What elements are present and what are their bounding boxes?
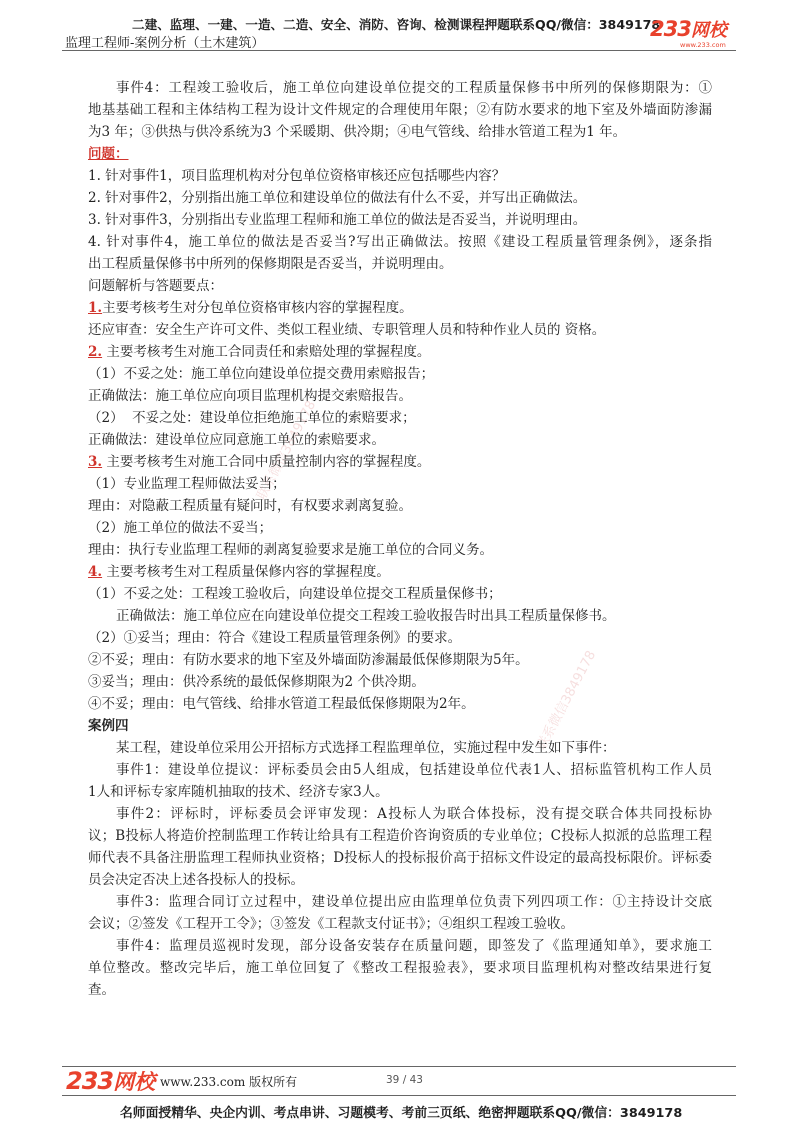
case-line: 事件2：评标时，评标委员会评审发现：A投标人为联合体投标，没有提交联合体共同投标协 bbox=[116, 806, 712, 822]
document-body bbox=[88, 77, 712, 1001]
case-line: 1人和评标专家库随机抽取的技术、经济专家3人。 bbox=[88, 784, 389, 800]
analysis-line: ③妥当；理由：供冷系统的最低保修期限为2 个供冷期。 bbox=[88, 674, 425, 690]
analysis-line: （2） 不妥之处：建设单位拒绝施工单位的索赔要求； bbox=[88, 410, 416, 426]
analysis-marker: 3. bbox=[88, 454, 103, 470]
case-line: 会议；②签发《工程开工令》；③签发《工程款支付证书》；④组织工程竣工验收。 bbox=[88, 916, 574, 932]
case-line: 员会决定否决上述各投标人的投标。 bbox=[88, 872, 304, 888]
case-line: 查。 bbox=[88, 982, 115, 998]
case-line: 事件1：建设单位提议：评标委员会由5人组成，包括建设单位代表1人、招标监管机构工作人员 bbox=[116, 762, 712, 778]
footer-bottom-divider bbox=[62, 1095, 736, 1096]
analysis-line: 理由：执行专业监理工程师的剥离复验要求是施工单位的合同义务。 bbox=[88, 542, 493, 558]
footer-promo-text: 名师面授精华、央企内训、考点串讲、习题模考、考前三页纸、绝密押题联系QQ/微信：3849178 bbox=[120, 1106, 683, 1121]
footer-copyright: www.233.com 版权所有 bbox=[160, 1075, 298, 1089]
page-number: 39 / 43 bbox=[386, 1074, 423, 1086]
analysis-line: （1）不妥之处：工程竣工验收后，向建设单位提交工程质量保修书； bbox=[88, 586, 502, 602]
header-subject: 监理工程师-案例分析（土木建筑） bbox=[65, 36, 265, 51]
analysis-4-title-row bbox=[88, 561, 712, 583]
analysis-marker: 4. bbox=[88, 564, 103, 580]
analysis-line: （2）①妥当；理由：符合《建设工程质量管理条例》的要求。 bbox=[88, 630, 462, 646]
question-item: 4. 针对事件4，施工单位的做法是否妥当?写出正确做法。按照《建设工程质量管理条例》，逐条指 bbox=[88, 234, 712, 250]
footer-logo-number: 233 bbox=[66, 1067, 114, 1095]
case-line: 议；B投标人将造价控制监理工作转让给具有工程造价咨询资质的专业单位；C投标人拟派的总监理工程 bbox=[88, 828, 712, 844]
event4-line: 事件4：工程竣工验收后，施工单位向建设单位提交的工程质量保修书中所列的保修期限为：① bbox=[116, 80, 712, 96]
brand-logo-site: www.233.com bbox=[680, 41, 726, 49]
analysis-title: 主要考核考生对施工合同责任和索赔处理的掌握程度。 bbox=[102, 344, 431, 360]
question-item: 1. 针对事件1，项目监理机构对分包单位资格审核还应包括哪些内容？ bbox=[88, 168, 506, 184]
analysis-line: 还应审查：安全生产许可文件、类似工程业绩、专职管理人员和特种作业人员的 资格。 bbox=[88, 322, 606, 338]
analysis-title: 主要考核考生对工程质量保修内容的掌握程度。 bbox=[102, 564, 390, 580]
question-item: 出工程质量保修书中所列的保修期限是否妥当，并说明理由。 bbox=[88, 256, 453, 272]
footer-logo-name: 网校 bbox=[113, 1070, 156, 1094]
analysis-title: 主要考核考生对施工合同中质量控制内容的掌握程度。 bbox=[102, 454, 431, 470]
analysis-heading: 问题解析与答题要点： bbox=[88, 278, 223, 294]
analysis-line: （1）专业监理工程师做法妥当； bbox=[88, 476, 286, 492]
analysis-line: 正确做法：建设单位应同意施工单位的索赔要求。 bbox=[88, 432, 385, 448]
case-line: 某工程，建设单位采用公开招标方式选择工程监理单位，实施过程中发生如下事件： bbox=[116, 740, 616, 756]
brand-logo-name: 网校 bbox=[690, 20, 727, 41]
analysis-line: 正确做法：施工单位应向项目监理机构提交索赔报告。 bbox=[88, 388, 412, 404]
analysis-line: 理由：对隐蔽工程质量有疑问时，有权要求剥离复验。 bbox=[88, 498, 412, 514]
case-line: 单位整改。整改完毕后，施工单位回复了《整改工程报验表》，要求项目监理机构对整改结果进行复 bbox=[88, 960, 712, 976]
header-divider bbox=[62, 50, 736, 51]
analysis-marker: 2. bbox=[88, 344, 103, 360]
event4-line: 地基基础工程和主体结构工程为设计文件规定的合理使用年限；②有防水要求的地下室及外墙面防渗漏 bbox=[88, 102, 712, 118]
brand-logo-number: 233 bbox=[650, 17, 691, 41]
analysis-line: ②不妥；理由：有防水要求的地下室及外墙面防渗漏最低保修期限为5年。 bbox=[88, 652, 529, 668]
watermark: 联系微信3849178 bbox=[254, 398, 320, 503]
analysis-line: （1）不妥之处：施工单位向建设单位提交费用索赔报告； bbox=[88, 366, 435, 382]
case-heading: 案例四 bbox=[88, 718, 129, 734]
analysis-line: 正确做法：施工单位应在向建设单位提交工程竣工验收报告时出具工程质量保修书。 bbox=[116, 608, 616, 624]
watermark: 联系微信3849178 bbox=[534, 648, 600, 753]
question-item: 3. 针对事件3，分别指出专业监理工程师和施工单位的做法是否妥当，并说明理由。 bbox=[88, 212, 587, 228]
footer-brand-logo bbox=[66, 1066, 155, 1096]
case-line: 事件4：监理员巡视时发现，部分设备安装存在质量问题，即签发了《监理通知单》，要求施工 bbox=[116, 938, 712, 954]
analysis-line: ④不妥；理由：电气管线、给排水管道工程最低保修期限为2年。 bbox=[88, 696, 475, 712]
analysis-title: 主要考核考生对分包单位资格审核内容的掌握程度。 bbox=[102, 300, 413, 316]
footer-divider bbox=[62, 1066, 736, 1067]
brand-logo bbox=[650, 16, 740, 50]
questions-heading-row bbox=[88, 143, 712, 165]
event4-line: 为3 年；③供热与供冷系统为3 个采暖期、供冷期；④电气管线、给排水管道工程为1 年。 bbox=[88, 124, 627, 140]
questions-heading: 问题： bbox=[88, 146, 129, 162]
question-item: 2. 针对事件2，分别指出施工单位和建设单位的做法有什么不妥，并写出正确做法。 bbox=[88, 190, 587, 206]
analysis-3-title-row bbox=[88, 451, 712, 473]
analysis-marker: 1. bbox=[88, 300, 103, 316]
header-promo-text: 二建、监理、一建、一造、二造、安全、消防、咨询、检测课程押题联系QQ/微信：3849178 bbox=[132, 17, 661, 32]
analysis-1-title-row bbox=[88, 297, 712, 319]
analysis-line: （2）施工单位的做法不妥当； bbox=[88, 520, 273, 536]
analysis-2-title-row bbox=[88, 341, 712, 363]
case-line: 事件3：监理合同订立过程中，建设单位提出应由监理单位负责下列四项工作：①主持设计交底 bbox=[116, 894, 712, 910]
case-line: 师代表不具备注册监理工程师执业资格；D投标人的投标报价高于招标文件设定的最高投标限价。评标委 bbox=[88, 850, 712, 866]
